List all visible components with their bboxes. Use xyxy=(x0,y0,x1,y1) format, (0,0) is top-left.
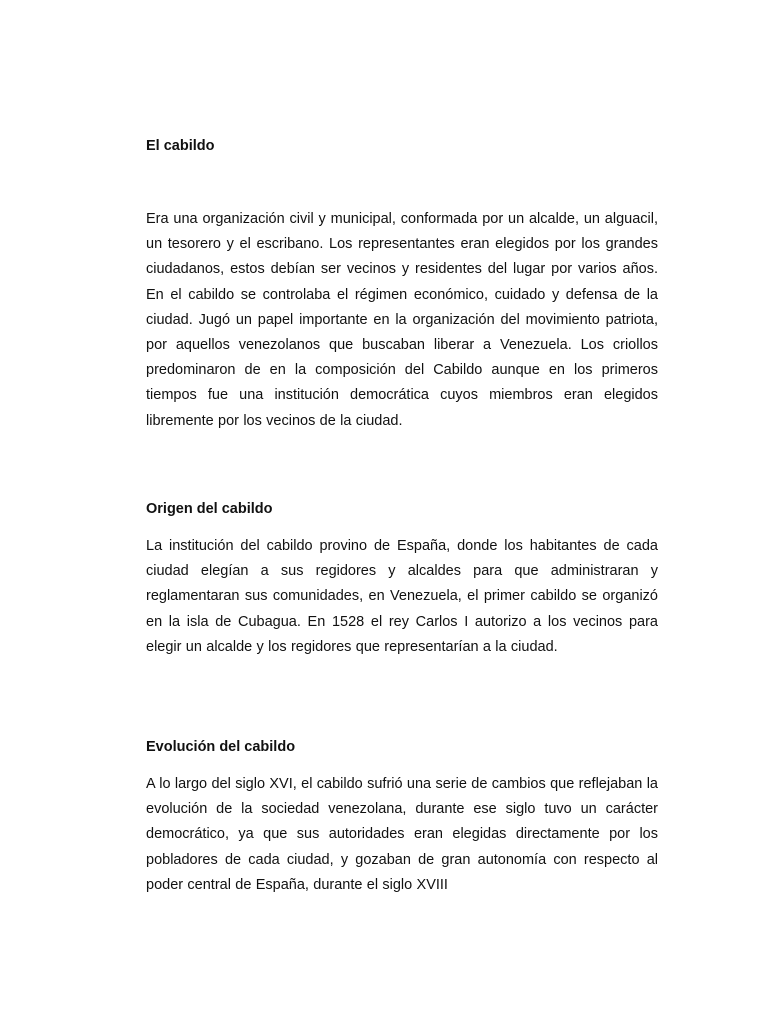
section-body-evolucion-del-cabildo: A lo largo del siglo XVI, el cabildo sufrió una serie de cambios que reflejaban la evolución de la sociedad venezolana, durante ese siglo tuvo un carácter democrático, ya que sus autoridades eran elegidas directamente por los pobladores de cada ciudad, y gozaban de gran autonomía con respecto al poder central de España, durante el siglo XVIII xyxy=(146,776,658,893)
document-page xyxy=(146,0,658,1024)
section-heading-origen-del-cabildo: Origen del cabildo xyxy=(146,501,273,517)
section-heading-evolucion-del-cabildo: Evolución del cabildo xyxy=(146,739,296,755)
section-body-origen-del-cabildo: La institución del cabildo provino de España, donde los habitantes de cada ciudad elegían a sus regidores y alcaldes para que administraran y reglamentaran sus comunidades, en Venezuela, el primer cabildo se organizó en la isla de Cubagua. En 1528 el rey Carlos I autorizo a los vecinos para elegir un alcalde y los regidores que representarían a la ciudad. xyxy=(146,538,658,655)
section-body-el-cabildo: Era una organización civil y municipal, conformada por un alcalde, un alguacil, un tesorero y el escribano. Los representantes eran elegidos por los grandes ciudadanos, estos debían ser vecinos y residentes del lugar por varios años. En el cabildo se controlaba el régimen económico, cuidado y defensa de la ciudad. Jugó un papel importante en la organización del movimiento patriota, por aquellos venezolanos que buscaban liberar a Venezuela. Los criollos predominaron de en la composición del Cabildo aunque en los primeros tiempos fue una institución democrática cuyos miembros eran elegidos libremente por los vecinos de la ciudad. xyxy=(146,211,658,429)
section-heading-el-cabildo: El cabildo xyxy=(146,138,215,154)
